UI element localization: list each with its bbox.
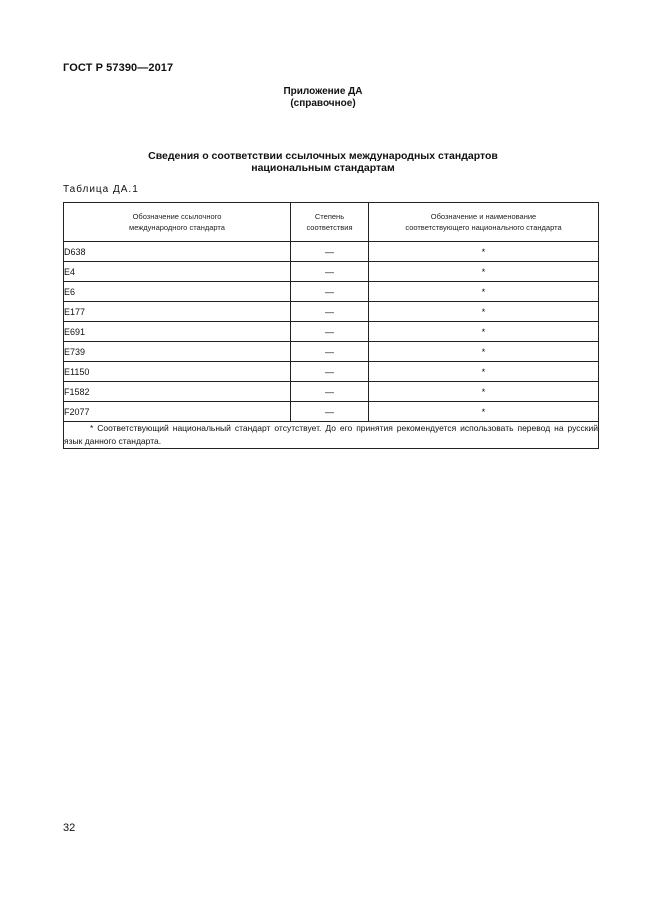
cell-national: * [369, 282, 599, 302]
cell-degree: — [291, 402, 369, 422]
cell-designation: F1582 [64, 382, 291, 402]
header-national [369, 203, 599, 242]
table-row [64, 242, 599, 262]
table-row [64, 302, 599, 322]
cell-national: * [369, 242, 599, 262]
cell-designation: E739 [64, 342, 291, 362]
appendix-subtitle: (справочное) [290, 98, 356, 109]
header-designation [64, 203, 291, 242]
cell-national: * [369, 262, 599, 282]
cell-degree: — [291, 362, 369, 382]
cell-national: * [369, 302, 599, 322]
table-label: Таблица ДА.1 [63, 184, 139, 195]
header-degree-line: соответствия [306, 223, 353, 232]
cell-degree: — [291, 302, 369, 322]
cell-designation: E4 [64, 262, 291, 282]
header-designation-line: международного стандарта [129, 223, 225, 232]
page-number: 32 [63, 822, 76, 834]
cell-degree: — [291, 242, 369, 262]
cell-designation: D638 [64, 242, 291, 262]
header-degree [291, 203, 369, 242]
section-title-line-1: Сведения о соответствии ссылочных международных стандартов [148, 150, 498, 162]
table-row [64, 282, 599, 302]
cell-degree: — [291, 282, 369, 302]
cell-national: * [369, 322, 599, 342]
footnote-row [64, 422, 599, 449]
reference-standards-table [63, 202, 599, 449]
table-footnote: * Соответствующий национальный стандарт отсутствует. До его принятия рекомендуется использовать перевод на русский язык данного стандарта. [64, 422, 599, 449]
section-title [0, 150, 646, 174]
table-row [64, 322, 599, 342]
table-row [64, 362, 599, 382]
header-national-line: Обозначение и наименование [430, 212, 537, 221]
cell-degree: — [291, 322, 369, 342]
appendix-heading [0, 86, 646, 110]
cell-national: * [369, 362, 599, 382]
cell-national: * [369, 382, 599, 402]
table-row [64, 382, 599, 402]
table-row [64, 342, 599, 362]
section-title-line-2: национальным стандартам [251, 162, 395, 174]
cell-designation: E177 [64, 302, 291, 322]
table-header-row [64, 203, 599, 242]
cell-national: * [369, 402, 599, 422]
cell-national: * [369, 342, 599, 362]
cell-designation: E6 [64, 282, 291, 302]
cell-degree: — [291, 262, 369, 282]
cell-designation: E1150 [64, 362, 291, 382]
header-national-line: соответствующего национального стандарта [405, 223, 562, 232]
document-code: ГОСТ Р 57390—2017 [63, 62, 174, 74]
cell-designation: F2077 [64, 402, 291, 422]
cell-degree: — [291, 382, 369, 402]
table-row [64, 402, 599, 422]
table-row [64, 262, 599, 282]
cell-designation: E691 [64, 322, 291, 342]
header-designation-line: Обозначение ссылочного [132, 212, 222, 221]
header-degree-line: Степень [314, 212, 345, 221]
cell-degree: — [291, 342, 369, 362]
appendix-title: Приложение ДА [283, 86, 363, 97]
